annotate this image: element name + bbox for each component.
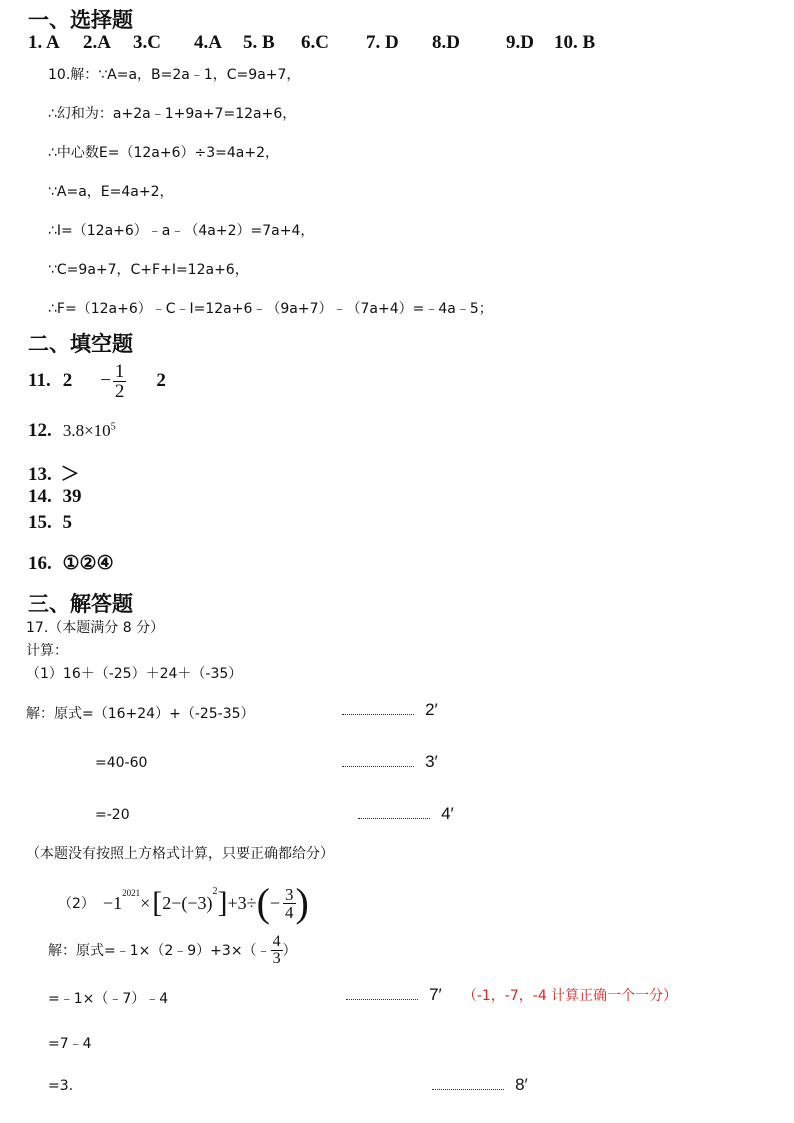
- q17-header: 17.（本题满分 8 分）: [26, 620, 165, 636]
- answer-4: 4.A: [194, 32, 222, 53]
- part2-fraction-denominator: 4: [285, 902, 294, 922]
- part2-step-1-denominator: 3: [272, 949, 281, 967]
- answer-5: 5. B: [243, 32, 275, 53]
- part2-step-4-score: 8′: [515, 1075, 528, 1094]
- left-bracket-icon: [: [152, 886, 163, 919]
- q14-number: 14.: [28, 486, 52, 507]
- answer-2: 2.A: [83, 32, 111, 53]
- part2-step-1-fraction: [271, 934, 283, 967]
- answer-7: 7. D: [366, 32, 399, 53]
- q16-value: ①②④: [62, 553, 114, 574]
- part2-exponent: 2021: [122, 888, 141, 898]
- q13-answer: [28, 459, 80, 486]
- dotted-leader: [342, 758, 414, 767]
- section-title-fill: 二、填空题: [28, 332, 133, 356]
- q12-exponent: 5: [110, 421, 116, 433]
- answer-3: 3.C: [133, 32, 161, 53]
- left-paren-icon: (: [256, 880, 270, 925]
- part2-fraction-numerator: 3: [285, 884, 294, 904]
- q10-line-2: ∴幻和为：a+2a﹣1+9a+7=12a+6，: [48, 106, 297, 122]
- q11-fraction-denominator: 2: [114, 380, 125, 402]
- part2-step-2-score-row: [346, 985, 677, 1005]
- q12-number: 12.: [28, 420, 52, 441]
- part2-step-3: =7﹣4: [48, 1036, 92, 1052]
- part1-step-3-score: 4′: [441, 804, 454, 823]
- dotted-leader: [358, 810, 430, 819]
- q10-line-3: ∴中心数E=（12a+6）÷3=4a+2，: [48, 145, 280, 161]
- part2-step-1-numerator: 4: [272, 932, 281, 950]
- part2-step-2-note: （-1，-7，-4 计算正确一个一分）: [462, 988, 678, 1004]
- q11-answer-1: 2: [62, 370, 73, 391]
- part2-step-4-score-row: [432, 1075, 528, 1095]
- part2-step-1-prefix: 解：原式=﹣1×（2﹣9）+3×（﹣: [48, 943, 271, 959]
- dotted-leader: [346, 991, 418, 1000]
- section-title-solve: 三、解答题: [28, 592, 133, 616]
- part1-step-1: 解：原式=（16+24）+（-25-35）: [26, 706, 255, 722]
- part2-times: ×: [140, 892, 151, 913]
- part2-bracket-exponent: 2: [212, 886, 218, 897]
- answer-1: 1. A: [28, 32, 60, 53]
- part1-step-2: =40-60: [95, 755, 148, 771]
- answer-9: 9.D: [506, 32, 534, 53]
- answer-6: 6.C: [301, 32, 329, 53]
- right-paren-icon: ): [295, 880, 309, 925]
- q11-minus-sign: −: [100, 370, 111, 391]
- part2-fraction: [283, 886, 296, 921]
- part1-step-2-score-row: [342, 752, 438, 772]
- q10-line-5: ∴I=（12a+6）﹣a﹣（4a+2）=7a+4，: [48, 223, 315, 239]
- part1-step-3-score-row: [358, 804, 454, 824]
- answer-10: 10. B: [554, 32, 596, 53]
- part1-step-1-score: 2′: [425, 700, 438, 719]
- dotted-leader: [432, 1081, 504, 1090]
- q11-fraction: [113, 362, 127, 401]
- part2-paren-sign: −: [269, 892, 281, 913]
- q15-answer: [28, 512, 72, 534]
- section-title-choice: 一、选择题: [28, 8, 133, 32]
- q11-answer: [28, 358, 166, 404]
- q10-line-1: 10.解：∵A=a，B=2a﹣1，C=9a+7，: [48, 67, 301, 83]
- q12-answer: [28, 420, 116, 442]
- q11-number: 11.: [28, 370, 51, 391]
- part2-step-1-suffix: ）: [282, 943, 297, 959]
- q10-line-6: ∵C=9a+7，C+F+I=12a+6，: [48, 262, 249, 278]
- part1-step-2-score: 3′: [425, 752, 438, 771]
- answer-8: 8.D: [432, 32, 460, 53]
- q12-base: 3.8×10: [62, 421, 111, 440]
- q11-answer-3: 2: [156, 370, 166, 391]
- part2-step-4: =3.: [48, 1078, 74, 1094]
- dotted-leader: [342, 706, 414, 715]
- part2-question: [58, 874, 309, 932]
- part2-step-2: =﹣1×（﹣7）﹣4: [48, 991, 169, 1007]
- q10-line-7: ∴F=（12a+6）﹣C﹣I=12a+6﹣（9a+7）﹣（7a+4）=﹣4a﹣5；: [48, 301, 493, 317]
- part1-note: （本题没有按照上方格式计算，只要正确都给分）: [26, 846, 334, 862]
- part1-step-3: =-20: [95, 807, 130, 823]
- right-bracket-icon: ]: [217, 886, 228, 919]
- part2-bracket-inner: 2−(−3): [162, 892, 213, 913]
- q16-number: 16.: [28, 553, 52, 574]
- part1-step-1-score-row: [342, 700, 438, 720]
- q11-fraction-numerator: 1: [114, 360, 125, 382]
- q10-line-4: ∵A=a，E=4a+2，: [48, 184, 174, 200]
- part2-plus-div: +3÷: [227, 892, 257, 913]
- q14-value: 39: [62, 486, 82, 507]
- q13-value: ＞: [60, 464, 80, 485]
- part1-question: （1）16＋（-25）＋24＋（-35）: [26, 666, 243, 682]
- q15-number: 15.: [28, 512, 52, 533]
- q14-answer: [28, 486, 82, 508]
- part2-label: （2）: [58, 896, 95, 912]
- q13-number: 13.: [28, 464, 52, 485]
- part2-step-1: [48, 930, 297, 970]
- q15-value: 5: [62, 512, 72, 533]
- part2-step-2-score: 7′: [429, 985, 442, 1004]
- calc-label: 计算：: [26, 643, 68, 659]
- part2-base: −1: [102, 892, 123, 913]
- q16-answer: [28, 552, 114, 575]
